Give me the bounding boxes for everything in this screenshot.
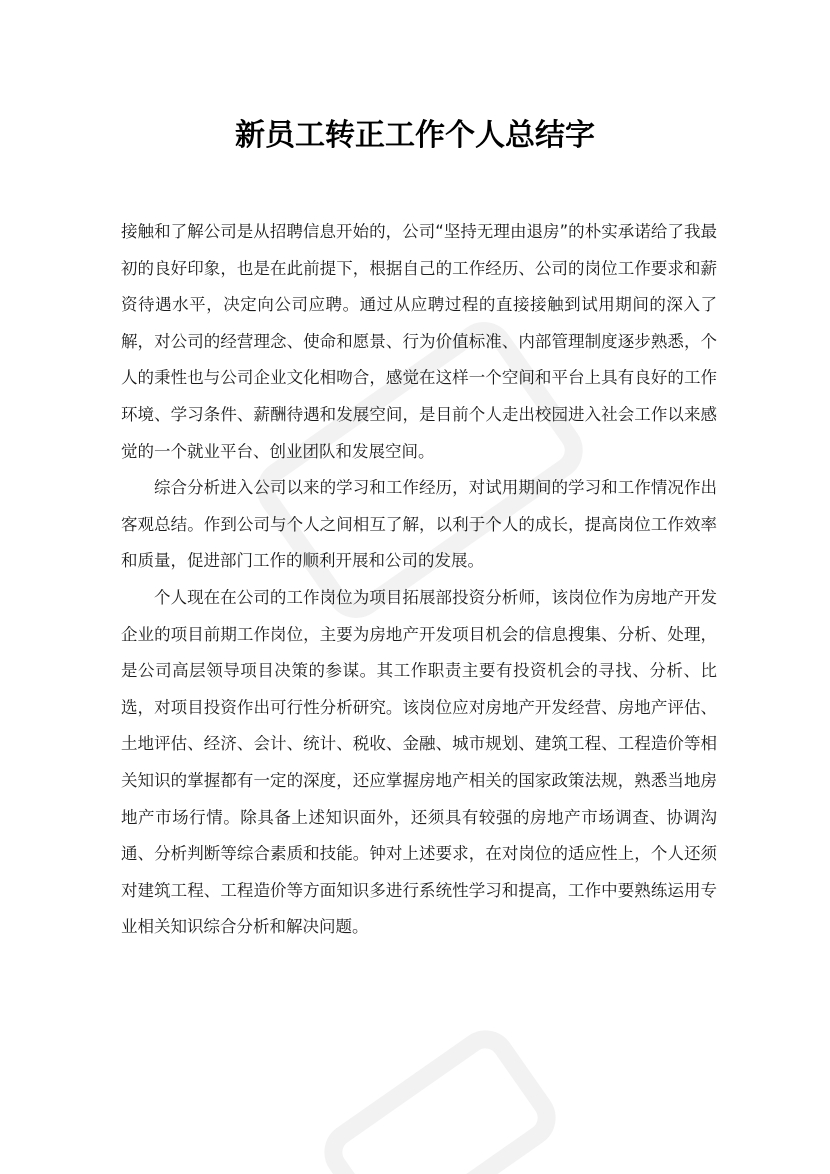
- watermark-bottom-shape: [313, 1019, 568, 1174]
- watermark-bottom: [313, 1019, 568, 1174]
- paragraph-2: 综合分析进入公司以来的学习和工作经历，对试用期间的学习和工作情况作出客观总结。作到公司与个人之间相互了解，以利于个人的成长，提高岗位工作效率和质量，促进部门工作的顺利开展和公司的发展。: [121, 478, 717, 571]
- paragraph-3: 个人现在在公司的工作岗位为项目拓展部投资分析师，该岗位作为房地产开发企业的项目前期工作岗位，主要为房地产开发项目机会的信息搜集、分析、处理，是公司高层领导项目决策的参谋。其工作职责主要有投资机会的寻找、分析、比选，对项目投资作出可行性分析研究。该岗位应对房地产开发经营、房地产评估、土地评估、经济、会计、统计、税收、金融、城市规划、建筑工程、工程造价等相关知识的掌握都有一定的深度，还应掌握房地产相关的国家政策法规，熟悉当地房地产市场行情。除具备上述知识面外，还须具有较强的房地产市场调查、协调沟通、分析判断等综合素质和技能。钟对上述要求，在对岗位的适应性上，个人还须对建筑工程、工程造价等方面知识多进行系统性学习和提高，工作中要熟练运用专业相关知识综合分析和解决问题。: [121, 587, 717, 937]
- paragraph-1: 接触和了解公司是从招聘信息开始的，公司“坚持无理由退房”的朴实承诺给了我最初的良好印象，也是在此前提下，根据自己的工作经历、公司的岗位工作要求和薪资待遇水平，决定向公司应聘。通过从应聘过程的直接接触到试用期间的深入了解，对公司的经营理念、使命和愿景、行为价值标准、内部管理制度逐步熟悉，个人的秉性也与公司企业文化相吻合，感觉在这样一个空间和平台上具有良好的工作环境、学习条件、薪酬待遇和发展空间，是目前个人走出校园进入社会工作以来感觉的一个就业平台、创业团队和发展空间。: [121, 222, 717, 461]
- document-body: [121, 214, 717, 946]
- document-title: 新员工转正工作个人总结字: [235, 118, 595, 153]
